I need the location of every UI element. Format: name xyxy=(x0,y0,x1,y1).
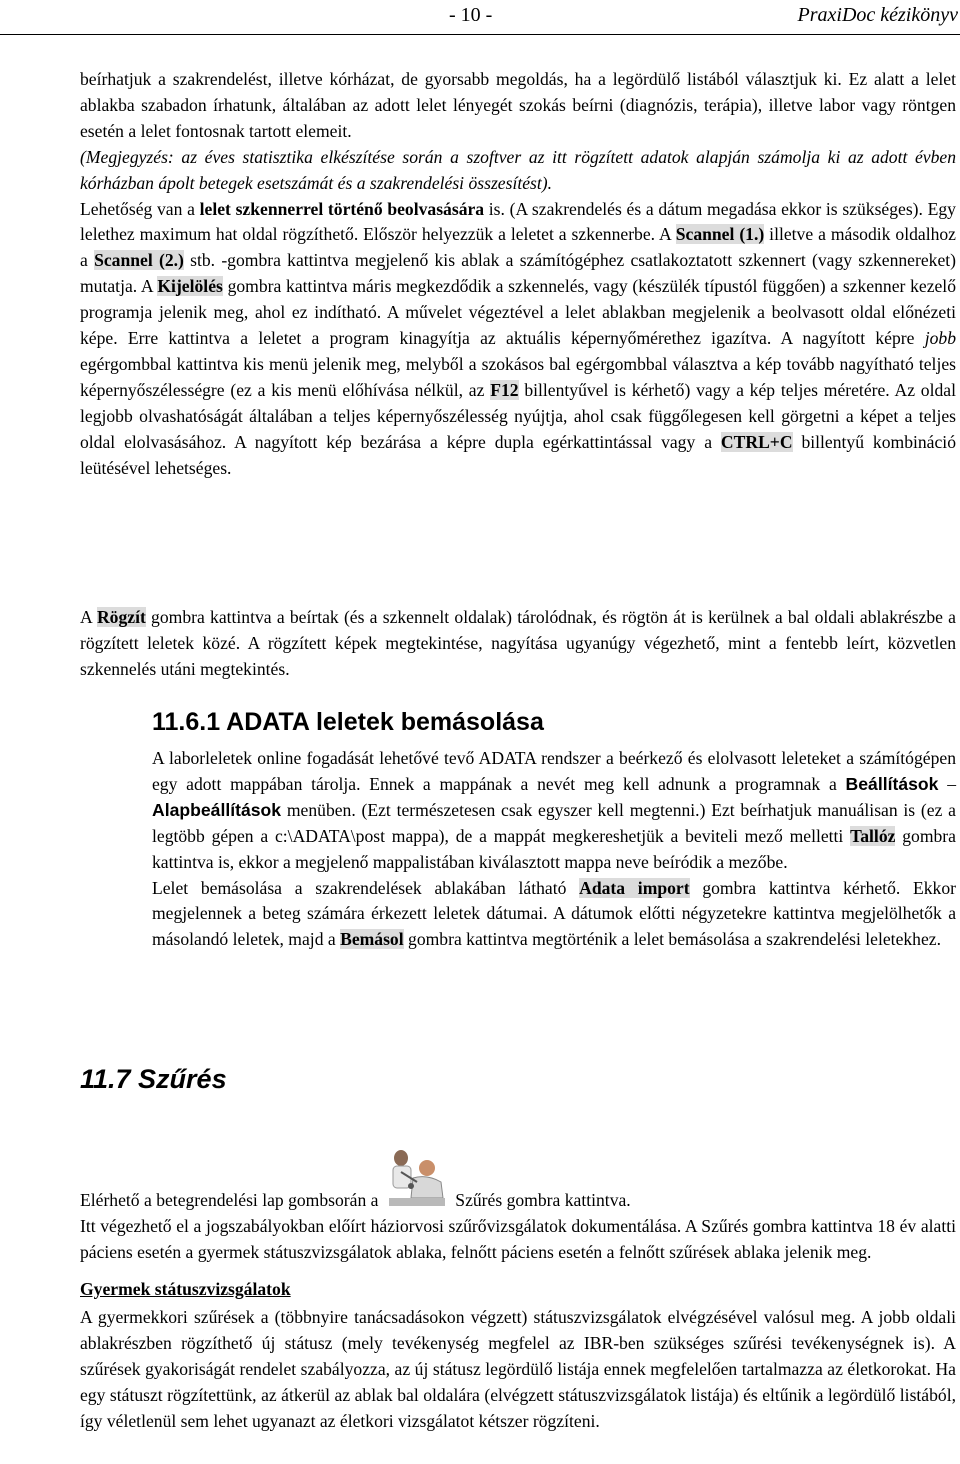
scannel-2-button-ref: Scannel (2.) xyxy=(94,250,184,271)
text-run: A xyxy=(80,607,97,627)
rogzit-button-ref: Rögzít xyxy=(96,607,146,627)
subheading-gyermek-statusz: Gyermek státuszvizsgálatok xyxy=(80,1279,291,1299)
paragraph-gyermek-statusz: A gyermekkori szűrések a (többnyire tanácsadásokon végzett) státuszvizsgálatok elvégzésével valósul meg. A jobb oldali ablakrészben rögzíthető új státusz (mely tevékenység megfelel az IBR-ben szükséges szűrési tevékenységnek is). A szűrések gyakoriságát rendelet szabályozza, az új státusz legördülő listája ennek megfelelően tartalmazza az életkorokat. Ha egy státuszt rögzítettünk, az átkerül az ablak bal oldalára (elvégzett státuszvizsgálatok listája) és eltűnik a legördülő listából, így véletlenül sem lehet ugyanazt az életkori vizsgálatot kétszer rögzíteni. xyxy=(80,1307,956,1431)
text-run: beírhatjuk a szakrendelést, illetve kórházat, de gyorsabb megoldás, ha a legördülő listából választjuk ki. Ez alatt a lelet ablakba szabadon írhatunk, általában az adott lelet lényegét szokás beírni (diagnózis, terápia), illetve labor vagy röntgen esetén a lelet fontosnak tartott elemeit. xyxy=(80,69,956,141)
emphasis-text: lelet szkennerrel történő beolvasására xyxy=(199,198,485,219)
section-heading-11-7: 11.7 Szűrés xyxy=(80,1064,227,1094)
adata-import-button-ref: Adata import xyxy=(579,877,690,898)
text-run: billentyűvel is kérhető) vagy a kép teljes méretére. Az oldal legjobb olvashatóságát általában a teljes képernyőszélesség nyújtja, ahol csak függőlegesen kell görgetni a képet a teljes oldal elolvasásához. A nagyított kép bezárása a képre dupla egérkattintással vagy a xyxy=(80,379,956,452)
text-run: Szűrés gombra kattintva. xyxy=(450,1190,631,1210)
kijeloles-button-ref: Kijelölés xyxy=(157,276,223,297)
text-run: Lelet bemásolása a szakrendelések ablakában látható xyxy=(152,877,580,898)
text-run: Elérhető a betegrendelési lap gombsorán a xyxy=(80,1190,383,1210)
text-run: billentyű kombináció leütésével lehetséges. xyxy=(80,431,956,478)
paragraph-rogzit xyxy=(80,605,956,683)
text-run: gombra kattintva máris megkezdődik a szkennelés, vagy (készülék típustól függően) a szkenner kezelő programja jelenik meg, ahol ez indítható. A művelet végeztével a lelet ablakban megjelenik a beolvasott oldal előnézeti képe. Erre kattintva a leletet a program kinagyítja az aktuális képernyőmérethez igazítva. A nagyított képre xyxy=(80,276,956,349)
text-run: menüben. (Ezt természetesen csak egyszer kell megtenni.) Ezt beírhatjuk manuálisan is (ez a legtöbb gépen a c:\ADATA\post mappa), de a mappát megkereshetjük a beviteli mező melletti xyxy=(152,799,956,846)
talloz-button-ref: Tallóz xyxy=(850,825,896,846)
document-title: PraxiDoc kézikönyv xyxy=(797,4,958,26)
menu-alapbeallitasok-ref: Alapbeállítások xyxy=(152,799,282,820)
scannel-1-button-ref: Scannel (1.) xyxy=(675,224,765,245)
text-run: A laborleletek online fogadását lehetővé tevő ADATA rendszer a beérkező és elolvasott leleteket a számítógépen egy adott mappában tárolja. Ennek a mappának a nevét meg kell adnunk a programnak a xyxy=(152,748,956,794)
paragraph-scanning xyxy=(80,67,956,482)
text-run: is. (A szakrendelés és a dátum megadása ekkor is szükséges). Egy lelethez maximum hat oldal rögzíthető. Először helyezzük a leletet a szkennerbe. A xyxy=(80,198,956,245)
text-run: egérgombbal kattintva kis menü jelenik meg, melyből a szokásos bal egérgombbal választva a kép tovább nagyítható teljes képernyőszélességre (ez a kis menü előhívása nélkül, az xyxy=(80,353,956,400)
menu-separator: – xyxy=(938,773,957,794)
ctrl-c-key-ref: CTRL+C xyxy=(720,431,793,452)
page-header xyxy=(0,0,960,35)
text-run: illetve a második oldalhoz a xyxy=(80,224,956,271)
paragraph-adata-folder xyxy=(152,746,956,953)
paragraph-szures-intro xyxy=(80,1148,956,1266)
italic-text: jobb xyxy=(924,328,956,349)
note-text: (Megjegyzés: az éves statisztika elkészítése során a szoftver az itt rögzített adatok alapján számolja ki az adott évben kórházban ápolt betegek esetszámát és a szakrendelési összesítést). xyxy=(80,146,956,193)
text-run: stb. -gombra kattintva megjelenő kis ablak a számítógéphez csatlakoztatott szkennert (vagy szkennereket) mutatja. A xyxy=(80,250,956,297)
text-run: gombra kattintva a beírtak (és a szkennelt oldalak) tárolódnak, és rögtön át is kerülnek a bal oldali ablakrészbe a rögzített leletek közé. A rögzített képek megtekintése, nagyítása ugyanúgy végezhető, mint a fentebb leírt, közvetlen szkennelés utáni megtekintés. xyxy=(80,607,956,679)
text-run: Itt végezhető el a jogszabályokban előírt háziorvosi szűrővizsgálatok dokumentálása. A Szűrés gombra kattintva 18 év alatti páciens esetén a gyermek státuszvizsgálatok ablaka, felnőtt páciens esetén a felnőtt szűrések ablaka jelenik meg. xyxy=(80,1215,956,1262)
f12-key-ref: F12 xyxy=(490,379,519,400)
menu-beallitasok-ref: Beállítások xyxy=(845,773,939,794)
text-run: gombra kattintva kérhető. Ekkor megjelennek a beteg számára érkezett leletek dátumai. A dátumok előtti négyzetekre kattintva megjelölhetők a másolandó leletek, majd a xyxy=(152,877,956,950)
bemasol-button-ref: Bemásol xyxy=(340,929,404,950)
text-run: gombra kattintva is, ekkor a megjelenő mappalistában kiválasztott mappa neve beíródik a mezőbe. xyxy=(152,825,956,872)
doctor-examining-patient-icon xyxy=(387,1148,447,1210)
text-run: gombra kattintva megtörténik a lelet bemásolása a szakrendelési leletekhez. xyxy=(403,929,941,950)
text-run: Lehetőség van a xyxy=(80,198,200,219)
section-heading-11-6-1: 11.6.1 ADATA leletek bemásolása xyxy=(152,708,544,736)
page-number: - 10 - xyxy=(449,4,493,26)
